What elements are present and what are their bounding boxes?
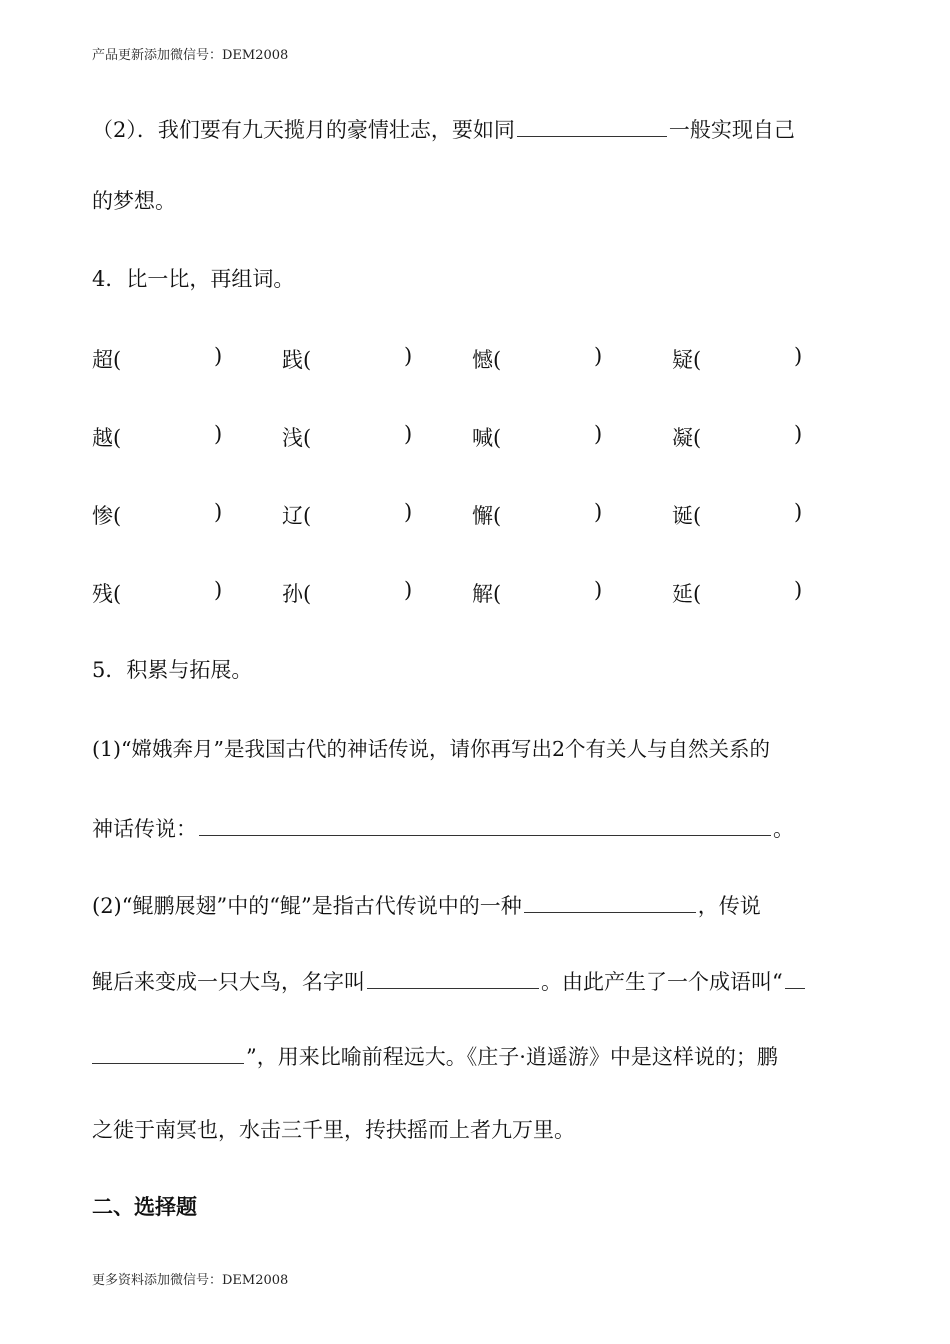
q4-cell[interactable]: 惨( ) [92, 500, 223, 528]
q3-2-text-before: （2）．我们要有九天揽月的豪情壮志，要如同 [92, 118, 515, 142]
idiom-blank-start[interactable] [785, 966, 805, 989]
idiom-blank[interactable] [92, 1041, 244, 1064]
q4-cell[interactable]: 越( ) [92, 422, 223, 450]
q5-2-line2: 鲲后来变成一只大鸟，名字叫 。由此产生了一个成语叫“ [92, 966, 807, 995]
page-footer: 更多资料添加微信号：DEM2008 [92, 1273, 289, 1288]
q4-cell[interactable]: 浅( ) [282, 422, 413, 450]
page-header: 产品更新添加微信号：DEM2008 [92, 48, 289, 63]
q4-cell[interactable]: 超( ) [92, 344, 223, 372]
myth-answer-blank[interactable] [199, 813, 771, 836]
q4-cell[interactable]: 解( ) [472, 578, 603, 606]
q5-1-line2: 神话传说： 。 [92, 813, 794, 842]
q4-cell[interactable]: 孙( ) [282, 578, 413, 606]
q4-cell[interactable]: 诞( ) [672, 500, 803, 528]
q4-cell[interactable]: 懈( ) [472, 500, 603, 528]
q5-title: 5．积累与拓展。 [92, 658, 253, 682]
q4-cell[interactable]: 凝( ) [672, 422, 803, 450]
q4-cell[interactable]: 延( ) [672, 578, 803, 606]
q3-2-line2: 的梦想。 [92, 189, 176, 213]
q3-2-text-after: 一般实现自己 [668, 118, 795, 142]
q5-2-line3: ”，用来比喻前程远大。《庄子·逍遥游》中是这样说的；鹏 [92, 1041, 778, 1070]
q4-cell[interactable]: 憾( ) [472, 344, 603, 372]
q3-2-blank[interactable] [517, 114, 667, 137]
q5-2-line1: (2)“鲲鹏展翅”中的“鲲”是指古代传说中的一种 ，传说 [92, 890, 761, 919]
q4-cell[interactable]: 喊( ) [472, 422, 603, 450]
q4-cell[interactable]: 疑( ) [672, 344, 803, 372]
q4-cell[interactable]: 践( ) [282, 344, 413, 372]
q4-cell[interactable]: 辽( ) [282, 500, 413, 528]
bird-name-blank[interactable] [367, 966, 539, 989]
q4-title: 4．比一比，再组词。 [92, 267, 295, 291]
section-2-title: 二、选择题 [92, 1194, 197, 1219]
kun-meaning-blank[interactable] [524, 890, 696, 913]
q5-2-line4: 之徙于南冥也，水击三千里，抟扶摇而上者九万里。 [92, 1118, 575, 1142]
q5-1-line1: (1)“嫦娥奔月”是我国古代的神话传说，请你再写出2个有关人与自然关系的 [92, 737, 771, 761]
q3-2-line1 [92, 114, 795, 143]
q4-cell[interactable]: 残( ) [92, 578, 223, 606]
